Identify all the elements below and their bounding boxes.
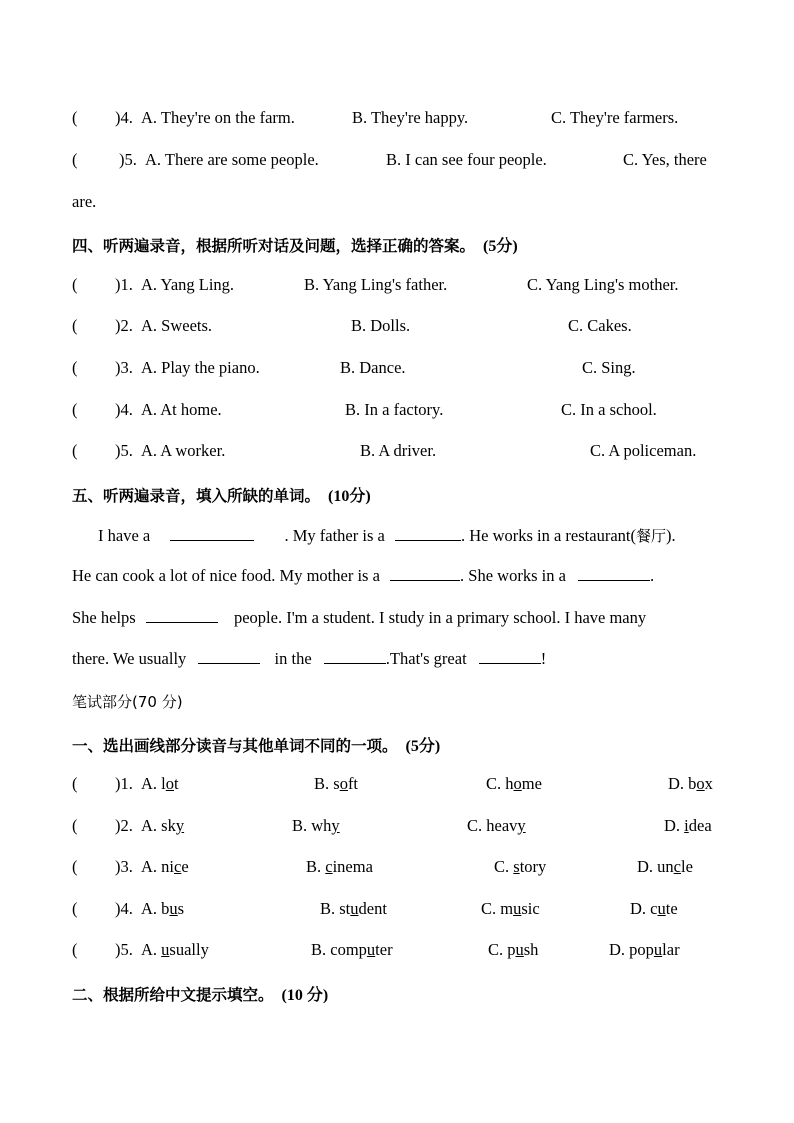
- answer-paren: (: [72, 275, 78, 294]
- section-1-heading: [72, 733, 440, 756]
- passage-text: in the: [274, 649, 312, 668]
- underlined-letter: u: [657, 899, 666, 918]
- passage-text: !: [540, 649, 547, 668]
- underlined-letter: i: [684, 816, 689, 835]
- underlined-letter: o: [339, 774, 348, 793]
- option-c: C. Yes, there: [623, 150, 707, 169]
- question-number: )5.: [115, 940, 133, 959]
- option-text: sh: [523, 940, 539, 959]
- option-text: x: [704, 774, 713, 793]
- question-number: )4.: [115, 899, 133, 918]
- option-text: s: [177, 899, 185, 918]
- question-number: )3.: [115, 857, 133, 876]
- fill-blank[interactable]: [390, 566, 460, 581]
- section-title: 四、听两遍录音，根据所听对话及问题，选择正确的答案。: [72, 237, 476, 255]
- option-text: inema: [332, 857, 373, 876]
- option-text: dent: [358, 899, 387, 918]
- option-text: D. c: [630, 899, 658, 918]
- underlined-letter: u: [515, 940, 524, 959]
- option-c: [467, 816, 526, 836]
- underlined-letter: o: [165, 774, 174, 793]
- option-b: [320, 899, 387, 919]
- fill-blank[interactable]: [324, 649, 386, 664]
- option-b: B. I can see four people.: [386, 150, 547, 169]
- answer-paren: (: [72, 774, 78, 793]
- option-text: D. un: [637, 857, 674, 876]
- question-number: )3.: [115, 358, 133, 377]
- option-text: tory: [519, 857, 547, 876]
- option-text: lar: [662, 940, 680, 959]
- option-c: [488, 940, 538, 960]
- option-a: [141, 940, 209, 960]
- option-text: D. pop: [609, 940, 654, 959]
- option-text: A. l: [141, 774, 166, 793]
- option-text: B. comp: [311, 940, 367, 959]
- fill-blank[interactable]: [170, 526, 254, 541]
- option-a: A. A worker.: [141, 441, 226, 460]
- option-b: [314, 774, 358, 794]
- option-text: C. m: [481, 899, 514, 918]
- option-text: A. ni: [141, 857, 174, 876]
- fill-blank[interactable]: [479, 649, 541, 664]
- question-number: )2.: [115, 816, 133, 835]
- answer-paren: (: [72, 108, 78, 127]
- underlined-letter: u: [513, 899, 522, 918]
- question-number: )4.: [115, 400, 133, 419]
- option-text: sually: [169, 940, 209, 959]
- passage-text: . She works in a: [460, 566, 566, 585]
- underlined-letter: u: [366, 940, 376, 959]
- section-4-heading: [72, 233, 518, 256]
- option-c: C. Cakes.: [568, 316, 632, 335]
- option-text: B.: [306, 857, 326, 876]
- option-a: A. Yang Ling.: [141, 275, 235, 294]
- option-b: [292, 816, 340, 836]
- option-text: A. sk: [141, 816, 176, 835]
- passage-line-4: [72, 649, 546, 669]
- option-c: [486, 774, 542, 794]
- underlined-letter: u: [161, 940, 170, 959]
- answer-paren: (: [72, 816, 78, 835]
- question-number: )1.: [115, 774, 133, 793]
- option-c: C. In a school.: [561, 400, 657, 419]
- underlined-letter: c: [174, 857, 182, 876]
- passage-line-1: [98, 525, 676, 546]
- fill-blank[interactable]: [146, 608, 218, 623]
- answer-paren: (: [72, 316, 78, 335]
- section-points: (5分): [483, 238, 518, 255]
- passage-text: He can cook a lot of nice food. My mother is a: [72, 566, 380, 585]
- section-title: 一、选出画线部分读音与其他单词不同的一项。: [72, 737, 398, 755]
- question-number: )4.: [115, 108, 133, 127]
- option-text: D. b: [668, 774, 697, 793]
- option-a: A. Sweets.: [141, 316, 213, 335]
- option-b: [306, 857, 373, 877]
- option-c: C. They're farmers.: [551, 108, 679, 127]
- section-points: (5分): [405, 738, 441, 755]
- option-text: ft: [347, 774, 359, 793]
- option-b: B. Dance.: [340, 358, 406, 377]
- option-c-continued: are.: [72, 192, 97, 211]
- option-a: [141, 816, 184, 836]
- option-a: [141, 774, 179, 794]
- section-title: 五、听两遍录音，填入所缺的单词。: [72, 487, 321, 505]
- answer-paren: (: [72, 940, 78, 959]
- written-part-title: 笔试部分(70 分): [72, 693, 183, 711]
- underlined-letter: u: [350, 899, 359, 918]
- section-title: 二、根据所给中文提示填空。: [72, 986, 274, 1004]
- option-b: [311, 940, 393, 960]
- answer-paren: (: [72, 899, 78, 918]
- option-d: [609, 940, 680, 960]
- answer-paren: (: [72, 857, 78, 876]
- underlined-letter: s: [513, 857, 520, 876]
- passage-text: .: [650, 566, 655, 585]
- option-b: B. Dolls.: [351, 316, 411, 335]
- option-text: e: [181, 857, 189, 876]
- option-b: B. A driver.: [360, 441, 437, 460]
- option-text: sic: [521, 899, 540, 918]
- section-points: (10 分): [281, 987, 329, 1004]
- option-d: [630, 899, 678, 919]
- passage-line-3: [72, 608, 646, 628]
- passage-text: there. We usually: [72, 649, 187, 668]
- option-text: D.: [664, 816, 685, 835]
- section-5-heading: [72, 483, 371, 506]
- underlined-letter: c: [325, 857, 333, 876]
- passage-text: I have a: [98, 526, 151, 545]
- underlined-letter: c: [673, 857, 681, 876]
- underlined-letter: u: [169, 899, 178, 918]
- passage-text: She helps: [72, 608, 136, 627]
- option-text: C. p: [488, 940, 516, 959]
- option-text: C. heav: [467, 816, 518, 835]
- option-text: B. st: [320, 899, 351, 918]
- option-c: [494, 857, 546, 877]
- option-a: A. At home.: [141, 400, 222, 419]
- option-text: le: [681, 857, 693, 876]
- question-number: )2.: [115, 316, 133, 335]
- option-text: A.: [141, 940, 162, 959]
- underlined-letter: o: [513, 774, 522, 793]
- option-a: [141, 857, 189, 877]
- answer-paren: (: [72, 441, 78, 460]
- option-b: B. Yang Ling's father.: [304, 275, 448, 294]
- option-text: C.: [494, 857, 514, 876]
- option-a: A. They're on the farm.: [141, 108, 295, 127]
- question-number: )5.: [119, 150, 137, 169]
- question-number: )1.: [115, 275, 133, 294]
- option-text: ter: [375, 940, 393, 959]
- option-text: dea: [688, 816, 712, 835]
- option-text: A. b: [141, 899, 170, 918]
- passage-text: .That's great: [385, 649, 467, 668]
- option-d: [664, 816, 712, 836]
- option-text: B. s: [314, 774, 340, 793]
- option-text: C. h: [486, 774, 514, 793]
- passage-text: ).: [666, 526, 676, 545]
- option-text: me: [521, 774, 542, 793]
- underlined-letter: y: [331, 816, 340, 835]
- fill-blank[interactable]: [578, 566, 650, 581]
- option-a: A. Play the piano.: [141, 358, 260, 377]
- option-a: [141, 899, 184, 919]
- option-a: A. There are some people.: [145, 150, 319, 169]
- passage-text: . He works in a restaurant(: [460, 526, 636, 545]
- section-points: (10分): [328, 488, 371, 505]
- answer-paren: (: [72, 150, 78, 169]
- option-d: [637, 857, 693, 877]
- option-c: C. Yang Ling's mother.: [527, 275, 679, 294]
- option-c: C. A policeman.: [590, 441, 697, 460]
- option-b: B. In a factory.: [345, 400, 444, 419]
- fill-blank[interactable]: [198, 649, 260, 664]
- option-text: B. wh: [292, 816, 332, 835]
- underlined-letter: y: [517, 816, 526, 835]
- option-d: [668, 774, 713, 794]
- option-b: B. They're happy.: [352, 108, 469, 127]
- answer-paren: (: [72, 358, 78, 377]
- option-c: C. Sing.: [582, 358, 636, 377]
- question-number: )5.: [115, 441, 133, 460]
- passage-line-2: [72, 566, 654, 586]
- underlined-letter: y: [175, 816, 185, 835]
- passage-chinese-hint: 餐厅: [635, 527, 666, 545]
- option-text: te: [665, 899, 678, 918]
- section-2-heading: [72, 982, 328, 1005]
- passage-text: people. I'm a student. I study in a primary school. I have many: [233, 608, 647, 627]
- answer-paren: (: [72, 400, 78, 419]
- option-c: [481, 899, 540, 919]
- underlined-letter: o: [696, 774, 705, 793]
- passage-text: . My father is a: [284, 526, 385, 545]
- fill-blank[interactable]: [395, 526, 461, 541]
- option-text: t: [174, 774, 179, 793]
- underlined-letter: u: [653, 940, 663, 959]
